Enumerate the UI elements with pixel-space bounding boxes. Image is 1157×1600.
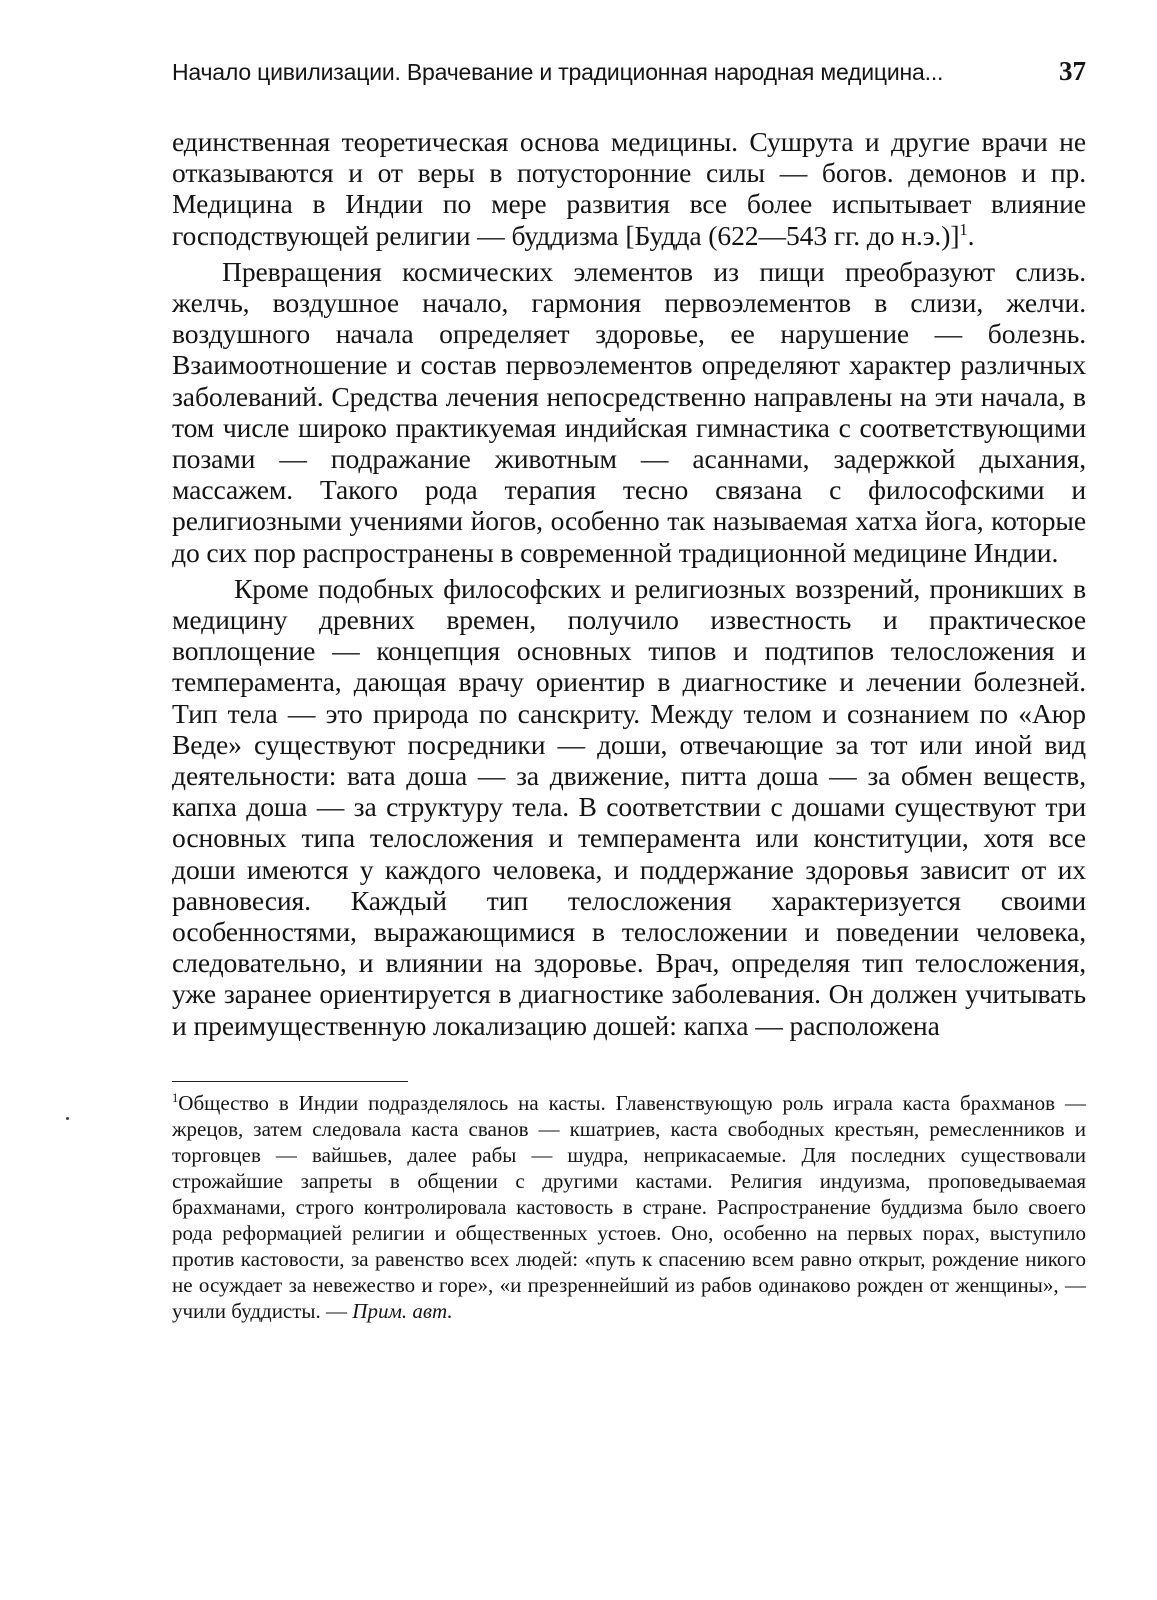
paragraph-1	[172, 126, 1086, 251]
footnote-reference: 1	[959, 219, 968, 239]
footnote-divider	[172, 1081, 408, 1082]
book-page	[172, 56, 1086, 1324]
footnote	[172, 1090, 1086, 1324]
page-number: 37	[1059, 56, 1086, 86]
paragraph-1-end: .	[967, 219, 975, 251]
paragraph-3: Кроме подобных философских и религиозных воззрений, проникших в медицину древних времен, получило известность и практическое воплощение — концепция основных типов и подтипов телосложения и темперамента, дающая врачу ориентир в диагностике и лечении болезней. Тип тела — это природа по санскриту. Между телом и сознанием по «Аюр Веде» существуют посредники — доши, отвечающие за тот или иной вид деятельности: вата доша — за движение, питта доша — за обмен веществ, капха доша — за структуру тела. В соответствии с дошами существуют три основных типа телосложения и темперамента или конституции, хотя все доши имеются у каждого человека, и поддержание здоровья зависит от их равновесия. Каждый тип телосложения характеризуется своими особенностями, выражающимися в телосложении и поведении человека, следовательно, и влиянии на здоровье. Врач, определяя тип телосложения, уже заранее ориентируется в диагностике заболевания. Он должен учитывать и преимущественную локализацию дошей: капха — расположена	[172, 572, 1086, 1041]
paragraph-2: Превращения космических элементов из пищи преобразуют слизь. желчь, воздушное начало, гармония первоэлементов в слизи, желчи. воздушного начала определяет здоровье, ее нарушение — болезнь. Взаимоотношение и состав первоэлементов определяют характер различных заболеваний. Средства лечения непосредственно направлены на эти начала, в том числе широко практикуемая индийская гимнастика с соответствующими позами — подражание животным — асаннами, задержкой дыхания, массажем. Такого рода терапия тесно связана с философскими и религиозными учениями йогов, особенно так называемая хатха йога, которые до сих пор распространены в современной традиционной медицине Индии.	[172, 255, 1086, 568]
author-note: Прим. авт.	[352, 1298, 453, 1323]
footnote-marker: 1	[172, 1090, 179, 1105]
running-header	[172, 56, 1086, 96]
main-text	[172, 126, 1086, 1041]
chapter-title: Начало цивилизации. Врачевание и традиционная народная медицина...	[172, 59, 944, 85]
footnote-text: Общество в Индии подразделялось на касты. Главенствующую роль играла каста брахманов — жрецов, затем следовала каста сванов — кшатриев, каста свободных крестьян, ремесленников и торговцев — вайшьев, далее рабы — шудра, неприкасаемые. Для последних существовали строжайшие запреты в общении с другими кастами. Религия индуизма, проповедываемая брахманами, строго контролировала кастовость в стране. Распространение буддизма было своего рода реформацией религии и общественных устоев. Оно, особенно на первых порах, выступило против кастовости, за равенство всех людей: «путь к спасению всем равно открыт, рождение никого не осуждает за невежество и горе», «и презреннейший из рабов одинаково рожден от женщины», — учили буддисты. —	[172, 1090, 1086, 1323]
margin-mark	[66, 1117, 69, 1120]
paragraph-1-text: единственная теоретическая основа медицины. Сушрута и другие врачи не отказываются и от веры в потусторонние силы — богов. демонов и пр. Медицина в Индии по мере развития все более испытывает влияние господствующей религии — буддизма [Будда (622—543 гг. до н.э.)]	[172, 126, 1086, 251]
